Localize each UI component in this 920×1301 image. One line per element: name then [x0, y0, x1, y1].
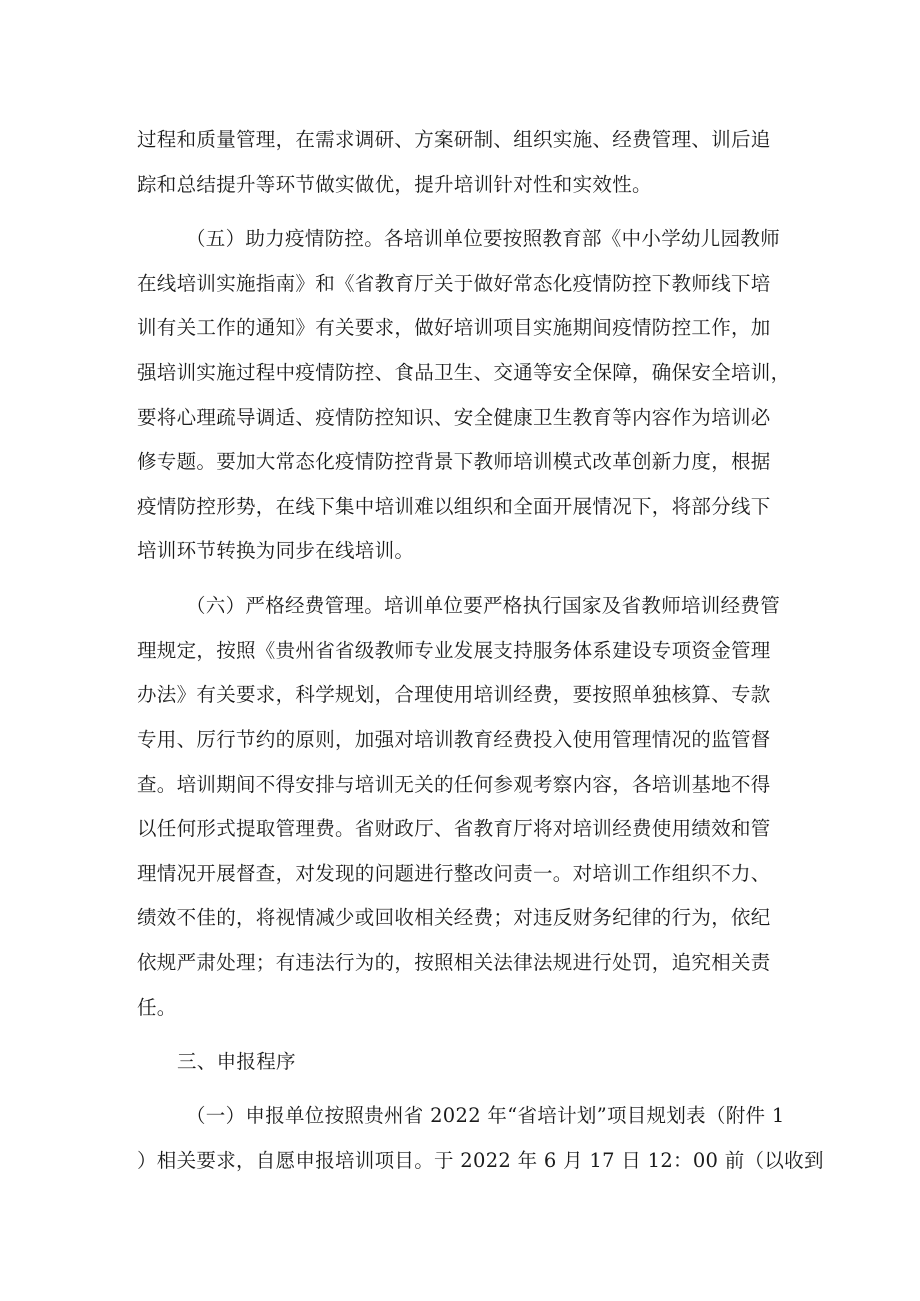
body-text-line: 查。培训期间不得安排与培训无关的任何参观考察内容，各培训基地不得: [137, 773, 771, 796]
body-text-line: ）相关要求，自愿申报培训项目。于 2022 年 6 月 17 日 12：00 前（以收到: [137, 1149, 824, 1172]
body-text-line: 专用、厉行节约的原则，加强对培训教育经费投入使用管理情况的监管督: [137, 728, 771, 751]
paragraph-1-heading-line: （一）申报单位按照贵州省 2022 年“省培计划”项目规划表（附件 1: [186, 1104, 785, 1127]
body-text-line: 踪和总结提升等环节做实做优，提升培训针对性和实效性。: [137, 173, 652, 196]
body-text-line: 要将心理疏导调适、疫情防控知识、安全健康卫生教育等内容作为培训必: [137, 406, 771, 429]
body-text-line: 过程和质量管理，在需求调研、方案研制、组织实施、经费管理、训后追: [137, 128, 771, 151]
body-text-line: 以任何形式提取管理费。省财政厅、省教育厅将对培训经费使用绩效和管: [137, 817, 771, 840]
body-text-line: 在线培训实施指南》和《省教育厅关于做好常态化疫情防控下教师线下培: [137, 272, 771, 295]
body-text-line: 训有关工作的通知》有关要求，做好培训项目实施期间疫情防控工作，加: [137, 316, 771, 339]
body-text-line: 修专题。要加大常态化疫情防控背景下教师培训模式改革创新力度，根据: [137, 450, 771, 473]
body-text-line: 任。: [137, 996, 177, 1019]
body-text-line: 疫情防控形势，在线下集中培训难以组织和全面开展情况下，将部分线下: [137, 495, 771, 518]
section-heading: 三、申报程序: [177, 1050, 296, 1073]
body-text-line: 依规严肃处理；有违法行为的，按照相关法律法规进行处罚，追究相关责: [137, 951, 771, 974]
body-text-line: 培训环节转换为同步在线培训。: [137, 539, 415, 562]
body-text-line: 理规定，按照《贵州省省级教师专业发展支持服务体系建设专项资金管理: [137, 639, 771, 662]
paragraph-5-heading-line: （五）助力疫情防控。各培训单位要按照教育部《中小学幼儿园教师: [186, 227, 781, 250]
paragraph-6-heading-line: （六）严格经费管理。培训单位要严格执行国家及省教师培训经费管: [186, 594, 781, 617]
body-text-line: 理情况开展督查，对发现的问题进行整改问责一。对培训工作组织不力、: [137, 862, 771, 885]
body-text-line: 绩效不佳的，将视情减少或回收相关经费；对违反财务纪律的行为，依纪: [137, 906, 771, 929]
body-text-line: 强培训实施过程中疫情防控、食品卫生、交通等安全保障，确保安全培训，: [137, 361, 791, 384]
body-text-line: 办法》有关要求，科学规划，合理使用培训经费，要按照单独核算、专款: [137, 683, 771, 706]
